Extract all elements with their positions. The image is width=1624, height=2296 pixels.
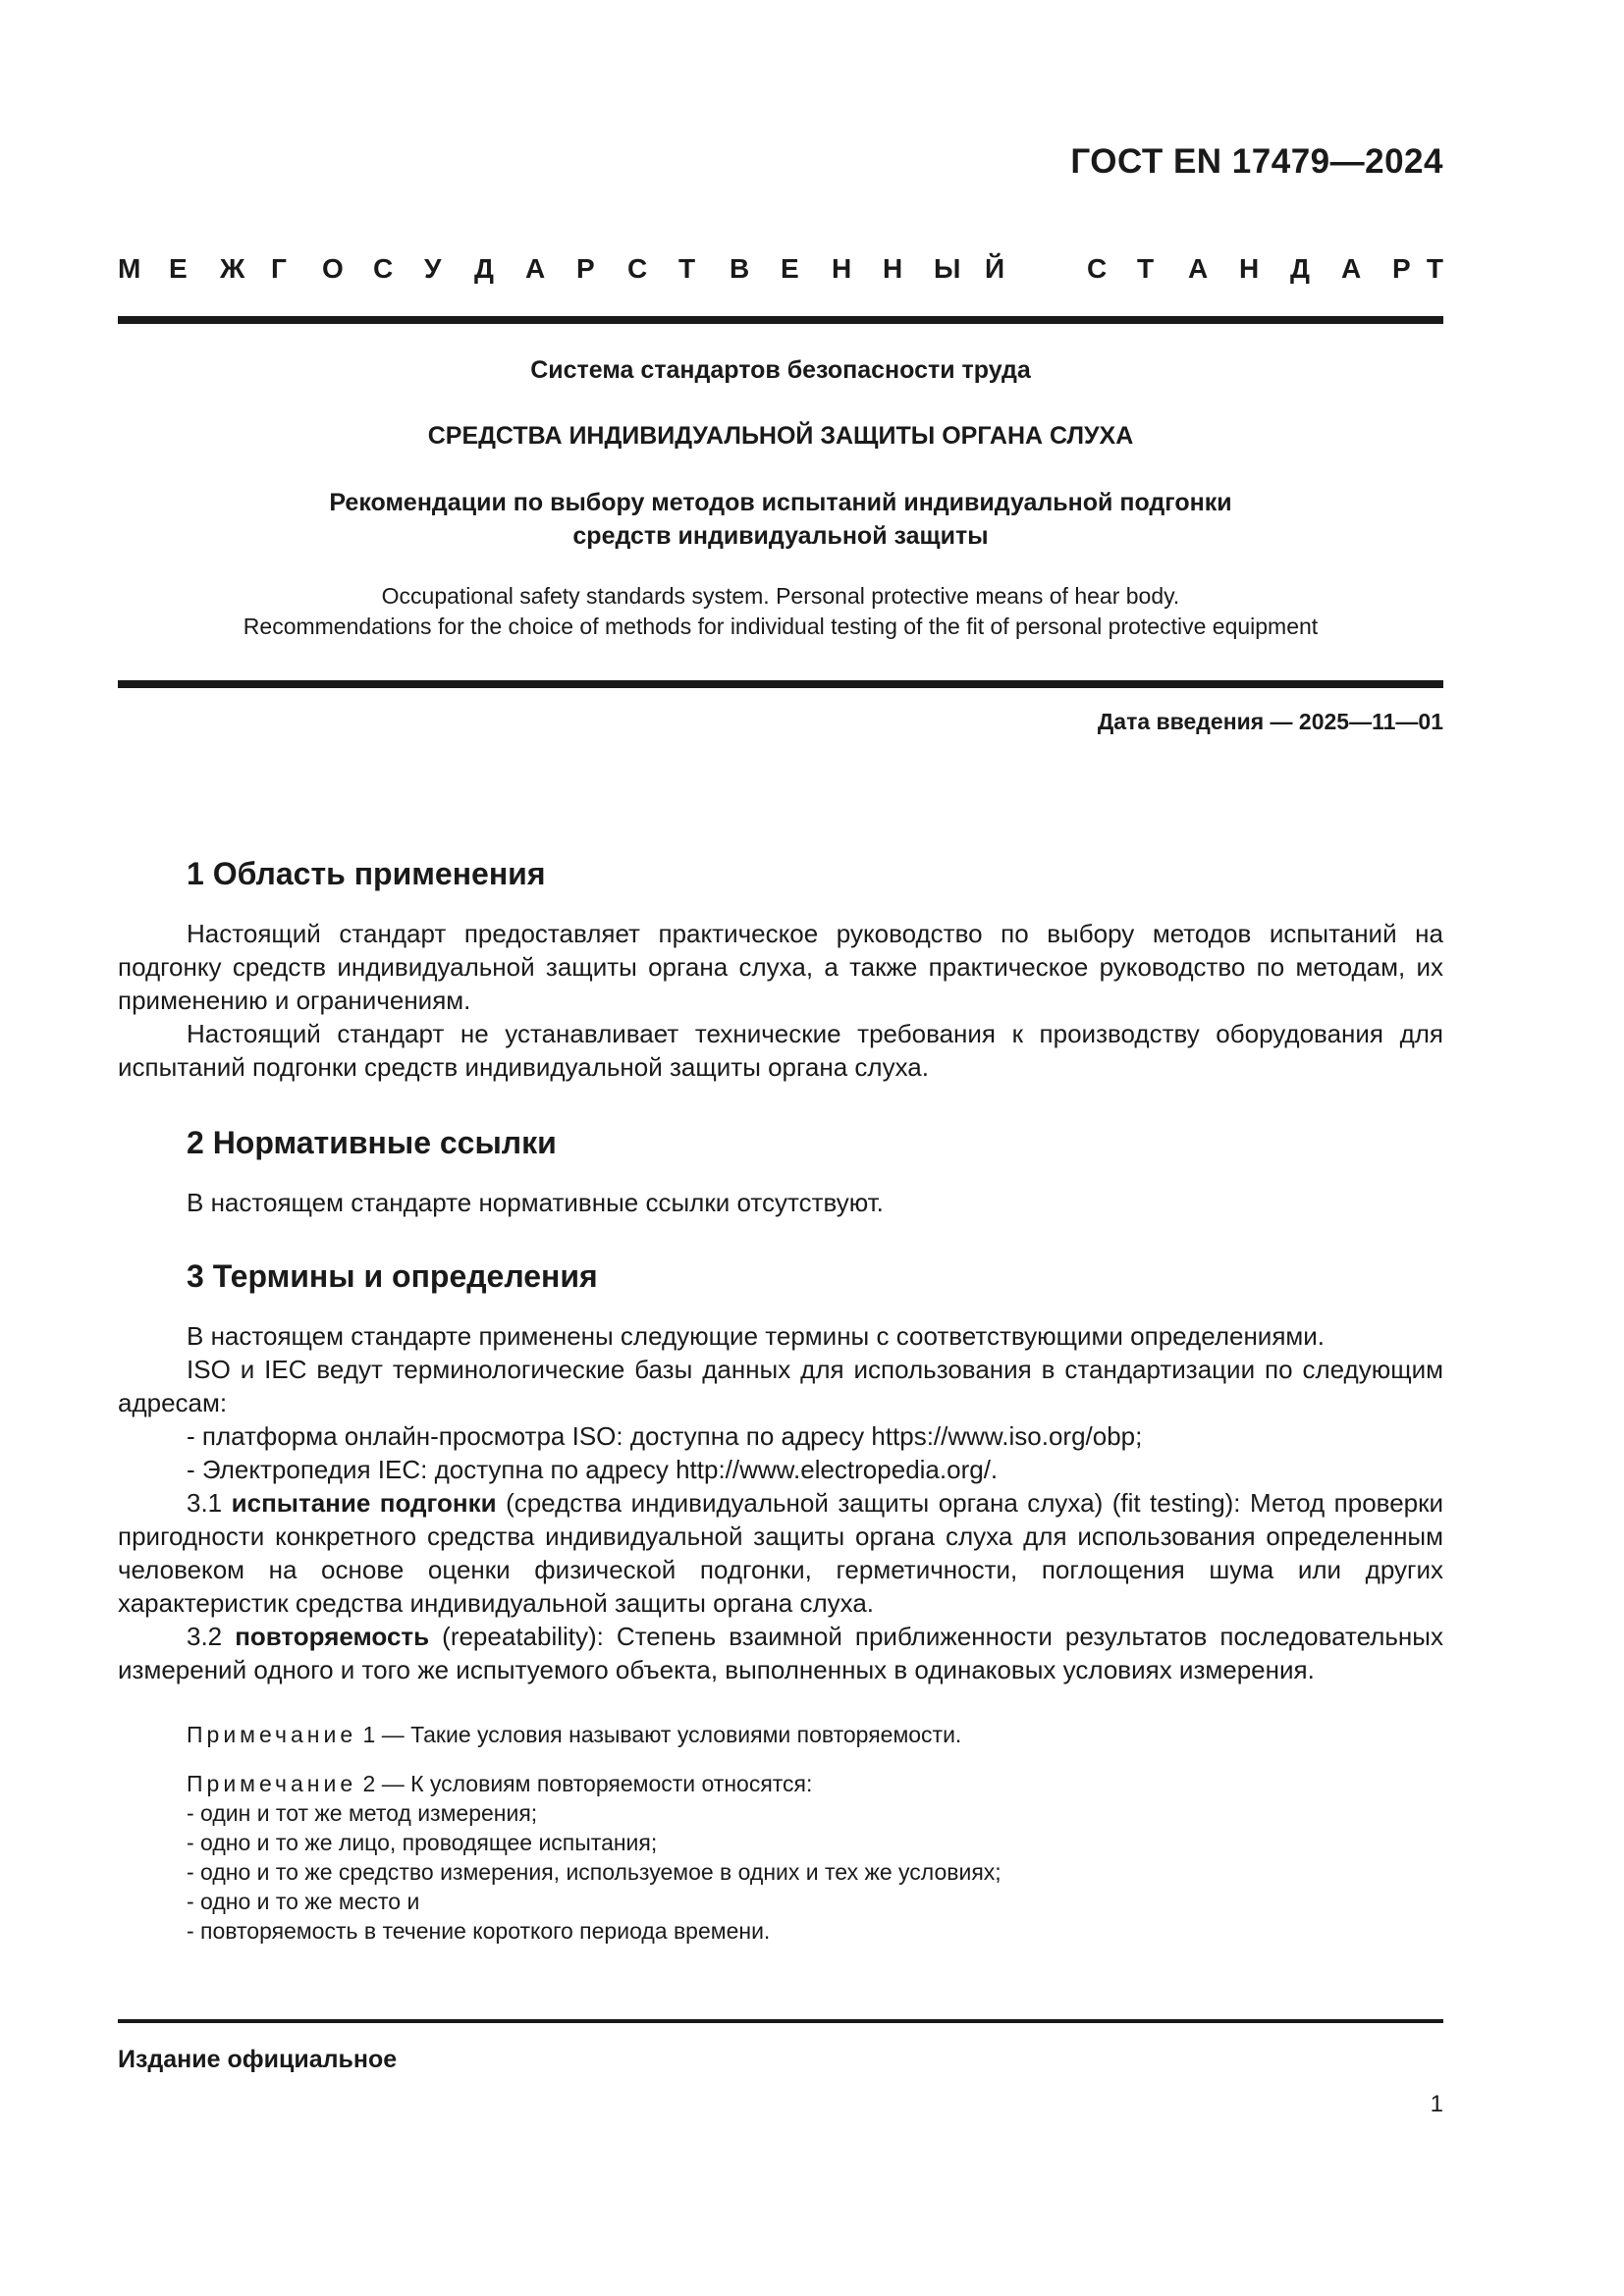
term-3-1: [118, 1486, 1443, 1620]
document-number: ГОСТ EN 17479—2024: [1070, 142, 1443, 181]
banner-letter: Т: [678, 253, 696, 284]
banner-letter: Д: [474, 253, 494, 284]
banner-letter: Р: [576, 253, 595, 284]
banner-letter: С: [1087, 253, 1108, 284]
subtitle-line-1: Рекомендации по выбору методов испытаний индивидуальной подгонки: [329, 489, 1232, 516]
section-1-heading: 1 Область применения: [187, 856, 546, 891]
section-1-paragraph-1: Настоящий стандарт предоставляет практическое руководство по выбору методов испытаний на подгонку средств индивидуальной защиты органа слуха, а также практическое руководство по методам, их применению и ограничениям.: [118, 919, 1443, 1015]
section-3-heading: 3 Термины и определения: [187, 1258, 598, 1294]
banner-letter: Н: [832, 253, 852, 284]
english-title: [118, 581, 1443, 642]
banner-letter: Г: [271, 253, 287, 284]
official-edition-label: Издание официальное: [118, 2046, 398, 2073]
section-2-paragraph: В настоящем стандарте нормативные ссылки отсутствуют.: [187, 1188, 884, 1217]
note-list-item: - один и тот же метод измерения;: [187, 1800, 538, 1826]
banner-letter: Н: [883, 253, 903, 284]
subtitle-line-2: средств индивидуальной защиты: [572, 522, 989, 550]
section-2-heading: 2 Нормативные ссылки: [187, 1125, 557, 1160]
term-number: 3.2: [187, 1622, 223, 1651]
banner-letter: У: [424, 253, 442, 284]
section-3-paragraph-1: В настоящем стандарте применены следующие термины с соответствующими определениями.: [187, 1321, 1326, 1351]
banner-letter: С: [627, 253, 648, 284]
header-rule: [118, 316, 1443, 324]
list-item: - Электропедия IEC: доступна по адресу http://www.electropedia.org/.: [187, 1455, 999, 1484]
banner-letter: Ы: [934, 253, 961, 284]
note-list-item: - одно и то же средство измерения, используемое в одних и тех же условиях;: [187, 1859, 1001, 1885]
banner-letter: А: [1188, 253, 1209, 284]
english-title-line-1: Occupational safety standards system. Personal protective means of hear body.: [381, 583, 1180, 609]
banner-letter: Е: [781, 253, 799, 284]
note-text: 1 — Такие условия называют условиями повторяемости.: [362, 1722, 962, 1747]
page-number: 1: [1430, 2091, 1443, 2117]
term-definition: (средства индивидуальной защиты органа слуха) (fit testing): Метод проверки пригодности конкретного средства индивидуальной защиты органа слуха для использования определенным человеком на основе оценки физической подгонки, герметичности, поглощения шума или других характеристик средства индивидуальной защиты органа слуха.: [118, 1488, 1444, 1618]
note-list-item: - повторяемость в течение короткого периода времени.: [187, 1918, 771, 1944]
banner-letter: Т: [1137, 253, 1155, 284]
footer-rule: [118, 2019, 1443, 2023]
term-3-2: [118, 1620, 1443, 1686]
banner-letter: Т: [1426, 253, 1443, 284]
banner-letter: Д: [1290, 253, 1310, 284]
banner-letter: М: [118, 253, 141, 284]
banner-letter: Р: [1392, 253, 1411, 284]
banner-letter: Н: [1239, 253, 1260, 284]
banner-letter: А: [525, 253, 546, 284]
note-list-item: - одно и то же место и: [187, 1889, 420, 1914]
term-name: повторяемость: [235, 1622, 430, 1651]
title-block-rule: [118, 680, 1443, 688]
term-number: 3.1: [187, 1488, 223, 1518]
note-text: 2 — К условиям повторяемости относятся:: [362, 1771, 813, 1796]
list-item: - платформа онлайн-просмотра ISO: доступна по адресу https://www.iso.org/obp;: [187, 1421, 1143, 1451]
banner-letter: С: [373, 253, 394, 284]
note-label: Примечание: [187, 1771, 357, 1796]
note-2: [187, 1769, 812, 1798]
standards-series-title: Система стандартов безопасности труда: [530, 356, 1031, 384]
banner-letter: Е: [169, 253, 188, 284]
note-list-item: - одно и то же лицо, проводящее испытания;: [187, 1830, 658, 1855]
banner-letter: Ж: [220, 253, 245, 284]
introduction-date: Дата введения — 2025—11—01: [1097, 709, 1443, 734]
term-definition: (repeatability): Степень взаимной приближенности результатов последовательных измерений одного и того же испытуемого объекта, выполненных в одинаковых условиях измерения.: [118, 1622, 1443, 1684]
english-title-line-2: Recommendations for the choice of methods for individual testing of the fit of personal protective equipment: [243, 614, 1319, 639]
banner-letter: А: [1341, 253, 1362, 284]
note-label: Примечание: [187, 1722, 357, 1747]
section-3-paragraph-2: ISO и IEC ведут терминологические базы данных для использования в стандартизации по следующим адресам:: [118, 1355, 1443, 1417]
banner-letter: О: [322, 253, 344, 284]
banner-letter: В: [730, 253, 750, 284]
main-title: СРЕДСТВА ИНДИВИДУАЛЬНОЙ ЗАЩИТЫ ОРГАНА СЛУХА: [427, 422, 1134, 450]
section-1-paragraph-2: Настоящий стандарт не устанавливает технические требования к производству оборудования для испытаний подгонки средств индивидуальной защиты органа слуха.: [118, 1019, 1443, 1082]
note-1: [187, 1720, 961, 1749]
term-name: испытание подгонки: [231, 1488, 497, 1518]
banner-letter: Й: [985, 253, 1005, 284]
subtitle: [118, 486, 1443, 553]
